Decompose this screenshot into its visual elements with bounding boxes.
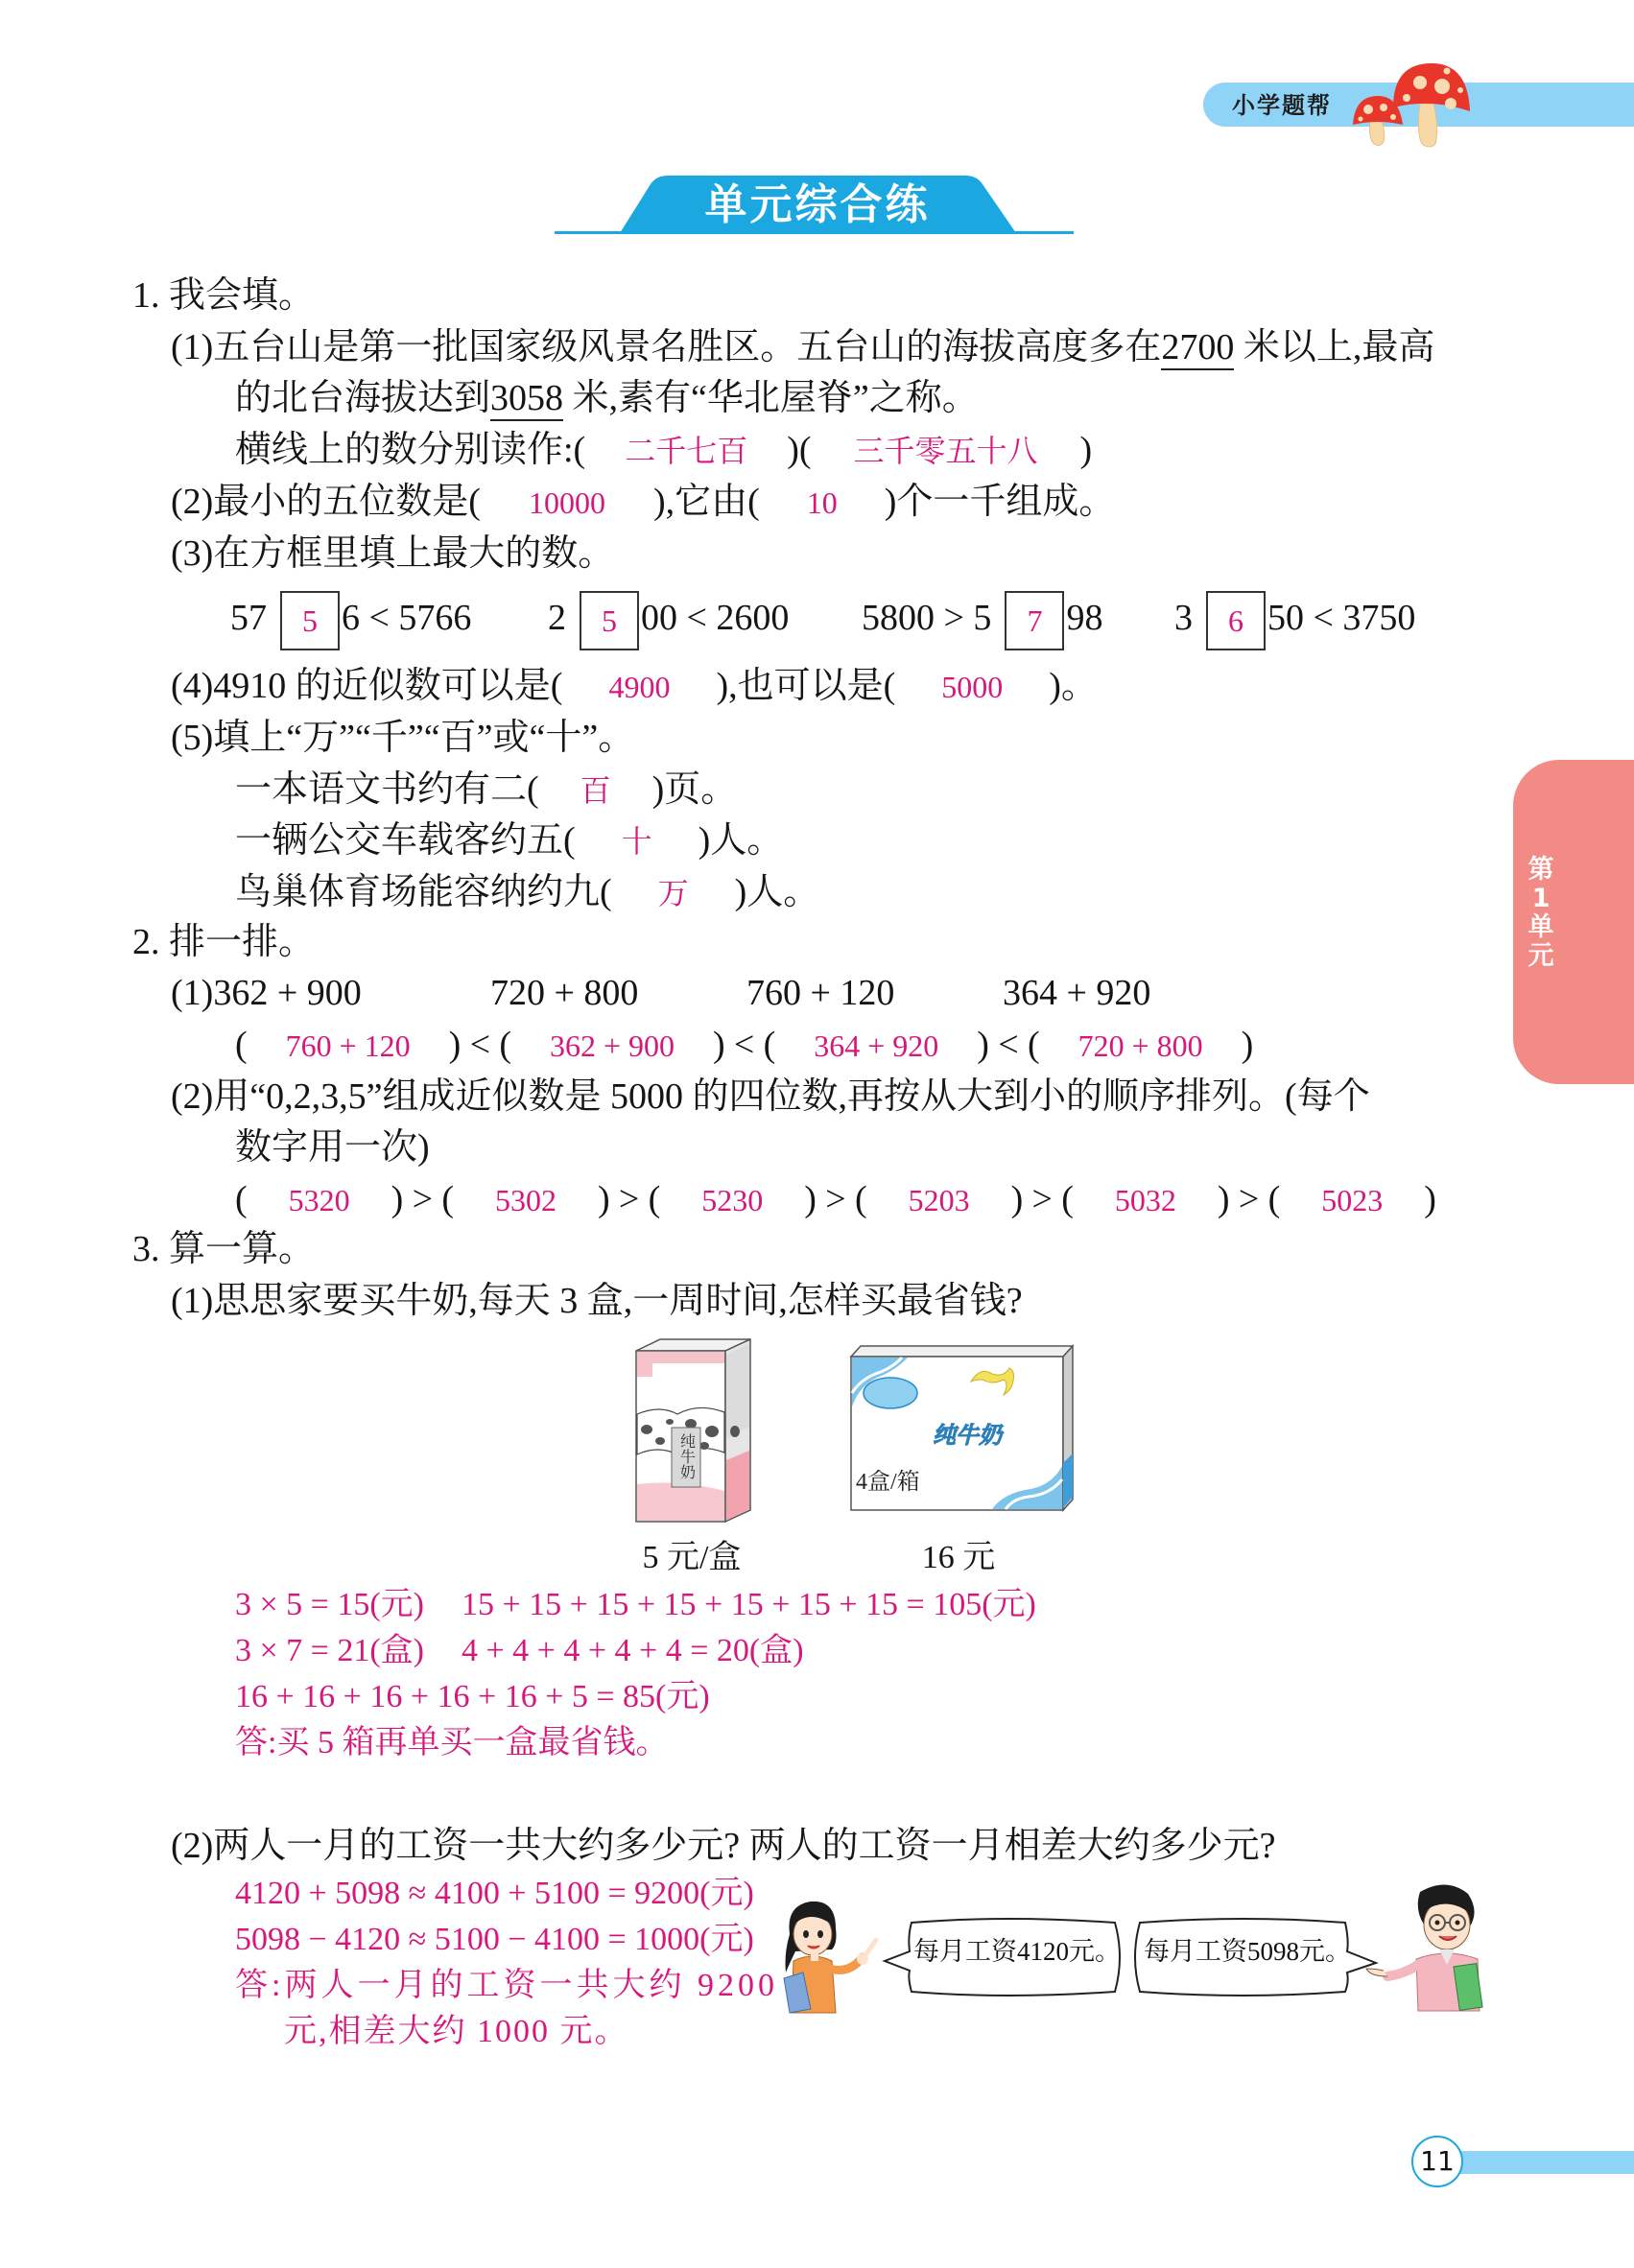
box-item-pre: 5800 > 5 xyxy=(862,598,992,638)
close-paren: ) xyxy=(597,1179,610,1219)
box-item-post: 98 xyxy=(1066,598,1103,638)
question-text: ) xyxy=(1079,430,1093,470)
q2-p1-expressions xyxy=(171,967,362,1019)
q2-p2-line1: (2)用“0,2,3,5”组成近似数是 5000 的四位数,再按从大到小的顺序排列。(每个 xyxy=(171,1076,1370,1117)
q1-p1-line2 xyxy=(235,372,979,424)
solution-line: 15 + 15 + 15 + 15 + 15 + 15 + 15 = 105(元) xyxy=(462,1587,1036,1622)
answer-blank: 364 + 920 xyxy=(814,1028,939,1063)
box-item-pre: 3 xyxy=(1174,598,1193,638)
open-paren: ( xyxy=(235,1179,248,1219)
solution-line: 3 × 5 = 15(元) xyxy=(235,1587,424,1622)
question-text: )个一千组成。 xyxy=(884,482,1116,522)
milk-carton-illustration xyxy=(631,1335,758,1525)
relation-sign: < xyxy=(469,1025,491,1065)
q1-p5-item xyxy=(235,866,819,918)
close-paren: ) xyxy=(804,1179,817,1219)
relation-sign: > xyxy=(618,1179,640,1219)
box-item-post: 50 < 3750 xyxy=(1267,598,1416,638)
tab-char: 元 xyxy=(1527,941,1554,971)
expression: 720 + 800 xyxy=(490,973,639,1013)
expression: 364 + 920 xyxy=(1003,973,1151,1013)
q1-p5-item xyxy=(235,764,737,815)
open-paren: ( xyxy=(1267,1179,1281,1219)
carton-label-text: 纯牛奶 xyxy=(677,1433,695,1479)
question-text: (1)五台山是第一批国家级风景名胜区。五台山的海拔高度多在 xyxy=(171,327,1162,367)
open-paren: ( xyxy=(235,1025,248,1065)
q3-heading: 3. 算一算。 xyxy=(132,1229,316,1269)
tab-char: 单 xyxy=(1527,912,1554,942)
close-paren: ) xyxy=(391,1179,404,1219)
q1-p4 xyxy=(171,660,1098,712)
close-paren: ) xyxy=(1241,1025,1254,1065)
q1-p2 xyxy=(171,476,1115,528)
question-text: 米,素有“华北屋脊”之称。 xyxy=(563,378,979,418)
carton-price-label: 5 元/盒 xyxy=(642,1540,742,1575)
box-item-post: 6 < 5766 xyxy=(342,598,472,638)
solution-answer: 元,相差大约 1000 元。 xyxy=(284,2014,629,2049)
answer-blank: 5230 xyxy=(701,1183,764,1217)
answer-blank: 760 + 120 xyxy=(285,1028,411,1063)
question-text: 的北台海拔达到 xyxy=(235,378,491,418)
answer-blank: 十 xyxy=(621,824,652,859)
question-text: )( xyxy=(787,430,812,470)
q2-p2-answers xyxy=(235,1173,1436,1225)
q1-p3-prompt: (3)在方框里填上最大的数。 xyxy=(171,533,615,574)
answer-blank: 万 xyxy=(657,876,689,910)
answer-blank: 5203 xyxy=(908,1183,970,1217)
close-paren: ) xyxy=(1010,1179,1024,1219)
box-item xyxy=(548,587,789,649)
question-text: ),也可以是( xyxy=(716,666,896,706)
close-paren: ) xyxy=(1424,1179,1436,1219)
close-paren: ) xyxy=(712,1025,725,1065)
boy-character-illustration xyxy=(1361,1877,1487,2013)
question-text: 鸟巢体育场能容纳约九( xyxy=(235,872,612,912)
relation-sign: > xyxy=(825,1179,846,1219)
answer-blank: 10000 xyxy=(528,485,605,520)
answer-blank: 5023 xyxy=(1321,1183,1384,1217)
page-title: 单元综合练 xyxy=(704,180,931,229)
q2-p2-line2: 数字用一次) xyxy=(235,1127,430,1168)
solution-line: 3 × 7 = 21(盒) xyxy=(235,1633,424,1668)
answer-blank: 720 + 800 xyxy=(1077,1028,1203,1063)
mushroom-icon xyxy=(1351,54,1480,150)
relation-sign: > xyxy=(1238,1179,1260,1219)
q1-p5-prompt: (5)填上“万”“千”“百”或“十”。 xyxy=(171,718,635,758)
answer-blank: 4900 xyxy=(608,670,671,704)
q1-heading: 1. 我会填。 xyxy=(132,275,316,316)
solution-answer: 答:买 5 箱再单买一盒最省钱。 xyxy=(235,1725,669,1760)
unit-side-tab-label xyxy=(1522,856,1560,971)
page-number-bar xyxy=(1458,2151,1634,2174)
open-paren: ( xyxy=(499,1025,511,1065)
open-paren: ( xyxy=(441,1179,454,1219)
expression: 760 + 120 xyxy=(746,973,895,1013)
answer-box: 5 xyxy=(580,591,639,650)
girl-character-illustration xyxy=(782,1896,889,2015)
question-text: )人。 xyxy=(734,872,820,912)
answer-box: 7 xyxy=(1005,591,1064,650)
answer-box: 6 xyxy=(1206,591,1266,650)
question-text: )人。 xyxy=(698,820,784,861)
question-text: 横线上的数分别读作:( xyxy=(235,430,586,470)
answer-blank: 三千零五十八 xyxy=(853,434,1038,468)
open-paren: ( xyxy=(1061,1179,1074,1219)
solution-answer: 答:两人一月的工资一共大约 9200 xyxy=(235,1968,778,2003)
question-text: (4)4910 的近似数可以是( xyxy=(171,666,563,706)
page-number: 11 xyxy=(1411,2136,1463,2187)
brand-label: 小学题帮 xyxy=(1232,92,1332,119)
q2-heading: 2. 排一排。 xyxy=(132,922,316,962)
box-item-post: 00 < 2600 xyxy=(641,598,790,638)
question-text: ),它由( xyxy=(652,482,760,522)
question-text: 一辆公交车载客约五( xyxy=(235,820,576,861)
solution-line: 5098 − 4120 ≈ 5100 − 4100 = 1000(元) xyxy=(235,1922,754,1957)
tab-char: 1 xyxy=(1531,884,1551,913)
underlined-number: 2700 xyxy=(1161,326,1234,370)
case-brand-text: 纯牛奶 xyxy=(933,1424,1002,1449)
case-quantity-text: 4盒/箱 xyxy=(856,1470,920,1495)
box-item-pre: 57 xyxy=(230,598,267,638)
box-item xyxy=(862,587,1102,649)
tab-char: 第 xyxy=(1527,855,1554,885)
q2-p1-answers xyxy=(235,1019,1253,1071)
part-label: (1) xyxy=(171,973,214,1013)
answer-blank: 5302 xyxy=(494,1183,557,1217)
close-paren: ) xyxy=(977,1025,989,1065)
milk-case-illustration xyxy=(848,1343,1078,1514)
relation-sign: < xyxy=(998,1025,1019,1065)
answer-blank: 5320 xyxy=(288,1183,350,1217)
relation-sign: > xyxy=(1031,1179,1053,1219)
question-text: 一本语文书约有二( xyxy=(235,769,539,810)
q1-p1-line3 xyxy=(235,424,1092,476)
q3-p2-prompt: (2)两人一月的工资一共大约多少元? 两人的工资一月相差大约多少元? xyxy=(171,1826,1276,1866)
answer-blank: 5000 xyxy=(941,670,1004,704)
q1-p5-item xyxy=(235,815,783,866)
answer-blank: 百 xyxy=(580,773,611,808)
q3-p1-prompt: (1)思思家要买牛奶,每天 3 盒,一周时间,怎样买最省钱? xyxy=(171,1281,1023,1321)
speech-text-5098: 每月工资5098元。 xyxy=(1144,1937,1351,1966)
open-paren: ( xyxy=(1027,1025,1040,1065)
question-text: 米以上,最高 xyxy=(1234,327,1435,367)
solution-line: 4120 + 5098 ≈ 4100 + 5100 = 9200(元) xyxy=(235,1876,754,1911)
speech-text-4120: 每月工资4120元。 xyxy=(913,1937,1121,1966)
solution-line: 4 + 4 + 4 + 4 + 4 = 20(盒) xyxy=(462,1633,804,1668)
question-text: (2)最小的五位数是( xyxy=(171,482,481,522)
box-item xyxy=(230,587,471,649)
answer-blank: 5032 xyxy=(1114,1183,1176,1217)
answer-blank: 362 + 900 xyxy=(549,1028,675,1063)
answer-box: 5 xyxy=(280,591,340,650)
answer-blank: 二千七百 xyxy=(625,434,748,468)
relation-sign: > xyxy=(412,1179,434,1219)
close-paren: ) xyxy=(1217,1179,1230,1219)
open-paren: ( xyxy=(763,1025,776,1065)
relation-sign: < xyxy=(733,1025,755,1065)
q1-p1-line1 xyxy=(171,321,1434,373)
open-paren: ( xyxy=(648,1179,661,1219)
expression: 362 + 900 xyxy=(213,973,362,1013)
close-paren: ) xyxy=(448,1025,462,1065)
open-paren: ( xyxy=(854,1179,867,1219)
question-text: )。 xyxy=(1049,666,1098,706)
question-text: )页。 xyxy=(651,769,738,810)
solution-line: 16 + 16 + 16 + 16 + 16 + 5 = 85(元) xyxy=(235,1679,710,1714)
case-price-label: 16 元 xyxy=(921,1540,996,1575)
box-item-pre: 2 xyxy=(548,598,566,638)
underlined-number: 3058 xyxy=(490,377,563,421)
box-item xyxy=(1174,587,1415,649)
answer-blank: 10 xyxy=(806,485,838,520)
